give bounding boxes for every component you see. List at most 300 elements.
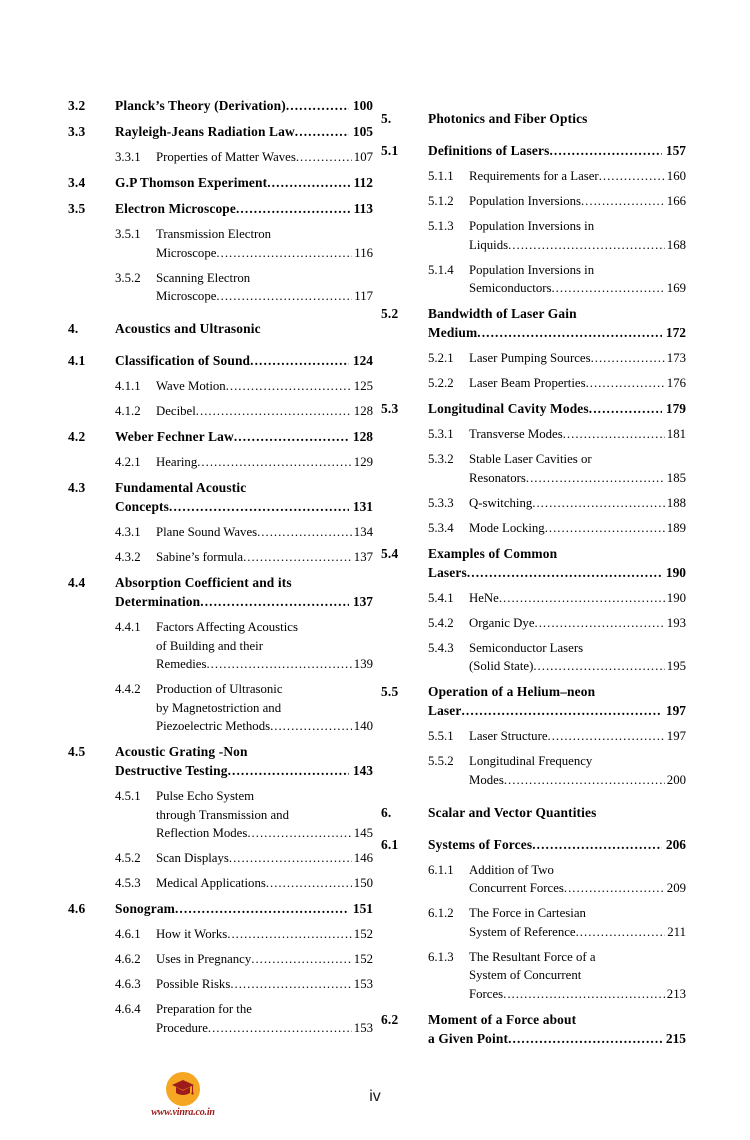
toc-entry-body [469, 904, 686, 942]
toc-entry-leader-line [115, 122, 373, 141]
toc-entry-page: 100 [352, 98, 373, 113]
toc-entry-number: 4.4 [68, 575, 86, 590]
toc-entry-title-line: Fundamental Acoustic [115, 480, 247, 495]
toc-leader-dots [503, 985, 665, 1004]
toc-entry-leader-line [469, 657, 686, 676]
toc-entry[interactable] [381, 217, 686, 255]
toc-entry-page: 117 [354, 289, 373, 303]
toc-entry[interactable] [381, 141, 686, 160]
toc-entry-page: 139 [353, 657, 373, 671]
toc-entry-page: 189 [666, 520, 686, 535]
toc-entry-title-line: Transmission Electron [156, 227, 272, 241]
toc-entry-page: 125 [353, 379, 373, 393]
toc-leader-dots [535, 614, 665, 633]
toc-entry-body [156, 225, 373, 263]
toc-entry-title: (Solid State) [469, 659, 534, 673]
toc-entry-body [156, 523, 373, 542]
toc-entry-number: 6.2 [381, 1011, 399, 1027]
publisher-url[interactable]: www.vinra.co.in [151, 1107, 215, 1118]
toc-entry[interactable] [381, 261, 686, 299]
toc-entry-number: 5.2.1 [428, 351, 454, 365]
toc-entry-number: 3.5.2 [115, 270, 141, 285]
toc-entry-number: 4. [68, 321, 79, 336]
toc-entry-body [156, 269, 373, 307]
toc-entry-title-line: Longitudinal Frequency [469, 754, 593, 768]
toc-entry-page: 150 [353, 876, 373, 890]
toc-entry-body [156, 950, 373, 969]
toc-entry-title: Piezoelectric Methods [156, 719, 271, 733]
toc-entry[interactable] [68, 225, 373, 263]
toc-entry-title: Concepts [115, 499, 170, 514]
toc-entry[interactable] [381, 494, 686, 513]
toc-entry-page: 113 [353, 201, 373, 216]
toc-entry-body [115, 199, 373, 218]
toc-leader-dots [586, 374, 665, 393]
toc-entry-number: 5.1.4 [428, 262, 454, 277]
toc-entry-number: 4.1 [68, 353, 86, 368]
toc-leader-dots [169, 497, 349, 516]
toc-entry-body [156, 402, 373, 421]
toc-entry-number: 5.5.2 [428, 754, 454, 768]
toc-entry-body [115, 427, 373, 446]
toc-entry-page: 206 [665, 836, 686, 852]
toc-entry-leader-line [156, 523, 373, 542]
toc-entry-title: Q-switching [469, 495, 533, 510]
toc-entry-page: 105 [352, 124, 373, 139]
toc-entry-page: 197 [665, 703, 686, 718]
toc-entry-page: 172 [665, 325, 686, 340]
toc-entry-number: 4.5.1 [115, 789, 141, 803]
toc-entry-page: 153 [353, 1020, 373, 1035]
toc-entry-page: 190 [665, 564, 686, 580]
toc-entry-title: Concurrent Forces [469, 881, 564, 895]
toc-entry-page: 107 [353, 150, 373, 164]
toc-entry-page: 176 [666, 376, 686, 390]
toc-entry[interactable] [68, 899, 373, 918]
toc-entry-number: 5.4 [381, 545, 399, 561]
toc-entry-page: 188 [666, 495, 686, 510]
toc-entry-number: 6. [381, 804, 392, 820]
toc-leader-dots [236, 199, 350, 218]
toc-entry-leader-line [115, 761, 373, 780]
toc-entry-title: Properties of Matter Waves [156, 150, 296, 164]
toc-entry-number: 5.4.2 [428, 615, 454, 630]
toc-entry-number: 5.3.4 [428, 520, 454, 535]
toc-entry[interactable] [381, 948, 686, 1004]
toc-entry-page: 128 [353, 404, 373, 418]
toc-entry-number: 5.3.2 [428, 452, 454, 466]
toc-leader-dots [247, 824, 351, 843]
toc-entry[interactable] [381, 450, 686, 488]
toc-leader-dots [461, 701, 661, 720]
toc-entry-body [469, 614, 686, 633]
toc-entry-title: Classification of Sound [115, 353, 251, 368]
toc-entry-leader-line [156, 950, 373, 969]
toc-entry-body [156, 925, 373, 944]
toc-entry[interactable] [381, 544, 686, 582]
toc-leader-dots [257, 523, 352, 542]
toc-entry-leader-line [156, 548, 373, 567]
toc-entry-title: Medium [428, 325, 478, 340]
toc-entry-page: 112 [353, 175, 373, 190]
toc-entry-page: 211 [667, 924, 686, 939]
toc-entry-title: Mode Locking [469, 520, 545, 535]
toc-entry-number: 5.1 [381, 143, 399, 158]
toc-entry-number: 5.5.1 [428, 729, 454, 743]
toc-entry[interactable] [68, 453, 373, 472]
toc-entry-title: Laser Beam Properties [469, 376, 586, 390]
toc-entry[interactable] [68, 199, 373, 218]
toc-entry[interactable] [381, 192, 686, 211]
toc-entry[interactable] [381, 167, 686, 186]
toc-entry-title: Reflection Modes [156, 826, 248, 840]
toc-entry[interactable] [68, 849, 373, 868]
toc-entry-title: HeNe [469, 590, 499, 605]
toc-entry-page: 131 [352, 499, 373, 514]
toc-entry-title: Modes [469, 772, 504, 787]
toc-entry-page: 215 [665, 1030, 686, 1046]
toc-entry-title: Definitions of Lasers [428, 143, 550, 158]
toc-entry-number: 3.3.1 [115, 150, 141, 164]
toc-entry[interactable] [381, 109, 686, 128]
toc-entry-number: 3.5.1 [115, 227, 141, 241]
toc-entry[interactable] [68, 122, 373, 141]
toc-entry-leader-line [469, 167, 686, 186]
toc-leader-dots [576, 923, 666, 942]
toc-entry-title-line: Population Inversions in [469, 262, 595, 277]
toc-entry-title: Microscope [156, 289, 217, 303]
toc-entry-title: System of Reference [469, 924, 576, 939]
toc-entry-body [469, 519, 686, 538]
toc-entry-body [115, 573, 373, 611]
toc-entry[interactable] [381, 399, 686, 418]
toc-entry-page: 145 [353, 826, 373, 840]
toc-entry-body [428, 109, 686, 128]
toc-entry-leader-line [469, 236, 686, 255]
toc-entry[interactable] [381, 304, 686, 342]
toc-entry[interactable] [381, 349, 686, 368]
toc-entry-body [115, 122, 373, 141]
toc-entry[interactable] [68, 874, 373, 893]
left-column [68, 96, 373, 1044]
toc-leader-dots [251, 950, 352, 969]
toc-leader-dots [563, 425, 665, 444]
toc-entry-leader-line [469, 879, 686, 898]
toc-entry[interactable] [68, 573, 373, 611]
toc-entry-body [115, 96, 373, 115]
toc-entry-title: Longitudinal Cavity Modes [428, 401, 589, 416]
toc-entry-leader-line [428, 835, 686, 854]
toc-entry-page: 181 [666, 427, 686, 441]
toc-entry[interactable] [381, 904, 686, 942]
toc-entry-leader-line [156, 453, 373, 472]
toc-entry-body [115, 742, 373, 780]
toc-entry-title: Planck’s Theory (Derivation) [115, 98, 286, 113]
toc-entry-leader-line [469, 614, 686, 633]
toc-entry-title: Photonics and Fiber Optics [428, 111, 588, 126]
toc-entry-leader-line [115, 319, 373, 338]
toc-leader-dots [216, 287, 352, 306]
toc-entry-title: Semiconductors [469, 281, 552, 295]
toc-entry-title: Possible Risks [156, 977, 231, 991]
toc-entry-title: Hearing [156, 455, 198, 469]
toc-entry-number: 5.3.1 [428, 427, 454, 441]
toc-entry-leader-line [115, 427, 373, 446]
toc-entry[interactable] [68, 478, 373, 516]
toc-entry-page: 128 [352, 429, 373, 444]
toc-entry-leader-line [469, 349, 686, 368]
toc-entry-title-line: Bandwidth of Laser Gain [428, 306, 577, 321]
toc-entry[interactable] [68, 523, 373, 542]
toc-entry-leader-line [156, 148, 373, 167]
toc-entry-number: 3.3 [68, 124, 86, 139]
toc-entry-leader-line [115, 199, 373, 218]
toc-entry-title-line: Population Inversions in [469, 219, 595, 233]
toc-entry-body [469, 639, 686, 677]
toc-entry-page: 129 [353, 455, 373, 469]
toc-entry-title: Laser Structure [469, 729, 548, 743]
toc-entry-number: 5.1.2 [428, 194, 454, 208]
toc-leader-dots [227, 925, 352, 944]
toc-entry-leader-line [469, 727, 686, 746]
toc-entry-leader-line [469, 494, 686, 513]
toc-entry-title: Electron Microscope [115, 201, 236, 216]
toc-entry[interactable] [68, 96, 373, 115]
toc-entry-title: Forces [469, 986, 504, 1001]
toc-entry-body [156, 618, 373, 674]
toc-entry-leader-line [156, 874, 373, 893]
toc-entry-leader-line [469, 771, 686, 790]
toc-entry-title: Resonators [469, 470, 526, 485]
toc-entry-body [156, 874, 373, 893]
toc-entry-title: Sonogram [115, 901, 175, 916]
toc-entry-leader-line [469, 192, 686, 211]
toc-leader-dots [286, 96, 349, 115]
toc-entry[interactable] [381, 835, 686, 854]
right-column [381, 96, 686, 1055]
toc-entry-title: How it Works [156, 927, 228, 941]
toc-leader-dots [532, 835, 662, 854]
toc-entry-page: 124 [352, 353, 373, 368]
toc-entry-number: 4.3.1 [115, 525, 141, 539]
toc-entry-page: 134 [353, 525, 373, 539]
toc-entry-title-line: Moment of a Force about [428, 1011, 577, 1027]
toc-leader-dots [243, 548, 352, 567]
toc-entry-leader-line [428, 399, 686, 418]
toc-entry[interactable] [381, 614, 686, 633]
toc-entry[interactable] [381, 682, 686, 720]
toc-entry-title-line: of Building and their [156, 638, 263, 653]
toc-entry[interactable] [68, 680, 373, 736]
toc-entry-title: Plane Sound Waves [156, 525, 258, 539]
toc-entry-leader-line [156, 824, 373, 843]
toc-entry[interactable] [68, 787, 373, 843]
toc-entry[interactable] [68, 173, 373, 192]
toc-entry-title: Population Inversions [469, 194, 581, 208]
toc-entry-number: 4.3.2 [115, 550, 141, 564]
toc-entry-title: Procedure [156, 1020, 208, 1035]
toc-entry-leader-line [156, 402, 373, 421]
toc-entry-leader-line [156, 377, 373, 396]
toc-entry-leader-line [469, 425, 686, 444]
page-number: iv [369, 1088, 381, 1105]
toc-leader-dots [270, 717, 352, 736]
toc-entry-title: Decibel [156, 404, 196, 418]
toc-entry-body [156, 453, 373, 472]
toc-entry-number: 5.3.3 [428, 495, 454, 510]
toc-entry-number: 5.5 [381, 684, 399, 699]
toc-entry-leader-line [428, 323, 686, 342]
toc-entry-number: 5.1.1 [428, 169, 454, 183]
toc-entry-page: 137 [352, 594, 373, 609]
toc-entry-title: Laser Pumping Sources [469, 351, 591, 365]
toc-entry-title-line: The Force in Cartesian [469, 906, 586, 920]
toc-entry-leader-line [156, 975, 373, 994]
toc-entry-title-line: Operation of a Helium–neon [428, 684, 596, 699]
toc-entry-leader-line [156, 655, 373, 674]
toc-entry-body [469, 349, 686, 368]
toc-entry-page: 160 [666, 169, 686, 183]
toc-entry[interactable] [68, 618, 373, 674]
toc-entry-page: 197 [666, 729, 686, 743]
toc-entry-number: 4.6.1 [115, 927, 141, 941]
toc-entry-leader-line [469, 279, 686, 298]
toc-leader-dots [229, 849, 352, 868]
toc-entry[interactable] [381, 374, 686, 393]
toc-entry[interactable] [68, 402, 373, 421]
toc-entry-title-line: Semiconductor Lasers [469, 640, 584, 655]
toc-entry-body [469, 948, 686, 1004]
toc-entry-title-line: by Magnetostriction and [156, 700, 282, 715]
toc-entry-number: 4.4.1 [115, 620, 141, 634]
toc-entry-page: 200 [666, 772, 686, 787]
toc-entry-number: 4.1.2 [115, 404, 141, 418]
toc-leader-dots [477, 323, 662, 342]
toc-entry[interactable] [381, 519, 686, 538]
toc-entry-title: Sabine’s formula [156, 550, 244, 564]
toc-entry-body [428, 544, 686, 582]
toc-entry-body [156, 975, 373, 994]
toc-entry-title: Destructive Testing [115, 763, 228, 778]
toc-entry[interactable] [68, 950, 373, 969]
toc-entry-number: 4.6.3 [115, 977, 141, 991]
toc-leader-dots [175, 899, 349, 918]
toc-entry-number: 5.3 [381, 401, 399, 416]
toc-leader-dots [234, 427, 349, 446]
toc-entry-body [428, 803, 686, 822]
toc-leader-dots [200, 592, 349, 611]
toc-entry[interactable] [68, 548, 373, 567]
toc-entry[interactable] [381, 861, 686, 899]
toc-entry[interactable] [381, 589, 686, 608]
toc-entry-body [156, 680, 373, 736]
toc-entry[interactable] [381, 803, 686, 822]
toc-entry-body [428, 835, 686, 854]
toc-entry-body [156, 849, 373, 868]
toc-entry-leader-line [115, 592, 373, 611]
toc-leader-dots [589, 399, 662, 418]
toc-entry[interactable] [68, 742, 373, 780]
toc-entry-leader-line [428, 563, 686, 582]
toc-leader-dots [206, 655, 351, 674]
toc-entry-number: 4.6.4 [115, 1002, 141, 1016]
toc-entry-leader-line [469, 923, 686, 942]
toc-entry-number: 4.4.2 [115, 682, 141, 696]
toc-entry[interactable] [68, 269, 373, 307]
toc-entry-number: 4.3 [68, 480, 86, 495]
toc-entry-title-line: Pulse Echo System [156, 789, 255, 803]
toc-entry[interactable] [381, 752, 686, 790]
toc-entry-title-line: Factors Affecting Acoustics [156, 620, 298, 634]
toc-entry-title-line: through Transmission and [156, 807, 289, 822]
toc-entry-body [469, 167, 686, 186]
toc-entry-page: 190 [666, 590, 686, 605]
toc-entry-leader-line [469, 589, 686, 608]
toc-entry-title: Acoustics and Ultrasonic [115, 321, 261, 336]
toc-entry[interactable] [68, 925, 373, 944]
toc-leader-dots [267, 173, 349, 192]
toc-entry-body [156, 787, 373, 843]
toc-entry-title-line: The Resultant Force of a [469, 949, 596, 964]
toc-entry[interactable] [381, 425, 686, 444]
toc-leader-dots [508, 236, 665, 255]
toc-entry-leader-line [115, 899, 373, 918]
toc-entry-title: Transverse Modes [469, 427, 563, 441]
toc-entry-number: 6.1 [381, 836, 399, 852]
toc-entry-body [469, 217, 686, 255]
toc-entry[interactable] [68, 377, 373, 396]
toc-entry[interactable] [381, 639, 686, 677]
toc-entry-body [428, 399, 686, 418]
toc-entry-title: Laser [428, 703, 462, 718]
toc-entry[interactable] [68, 427, 373, 446]
toc-entry-title: Weber Fechner Law [115, 429, 234, 444]
toc-entry-number: 5.1.3 [428, 219, 454, 233]
toc-entry-body [156, 377, 373, 396]
toc-entry[interactable] [68, 148, 373, 167]
toc-entry-title: Scan Displays [156, 851, 229, 865]
toc-entry-body [469, 192, 686, 211]
toc-entry-number: 4.2.1 [115, 455, 141, 469]
toc-entry-body [428, 682, 686, 720]
toc-leader-dots [504, 771, 665, 790]
toc-entry-body [115, 899, 373, 918]
toc-entry-number: 6.1.3 [428, 949, 454, 964]
toc-entry-title: Remedies [156, 657, 207, 671]
toc-leader-dots [216, 244, 352, 263]
toc-entry-body [469, 261, 686, 299]
toc-entry-title-line: Scanning Electron [156, 270, 251, 285]
toc-entry-leader-line [115, 351, 373, 370]
toc-entry-page: 157 [665, 143, 686, 158]
toc-entry-page: 166 [666, 194, 686, 208]
toc-leader-dots [467, 563, 662, 582]
toc-entry-page: 137 [353, 550, 373, 564]
toc-entry[interactable] [68, 319, 373, 338]
toc-entry[interactable] [68, 975, 373, 994]
toc-entry-title: Lasers [428, 564, 467, 580]
toc-leader-dots [230, 975, 351, 994]
toc-entry-page: 213 [666, 986, 686, 1001]
toc-entry-body [469, 450, 686, 488]
toc-entry[interactable] [68, 351, 373, 370]
toc-entry-title: Determination [115, 594, 201, 609]
toc-entry[interactable] [381, 727, 686, 746]
toc-entry-body [428, 304, 686, 342]
toc-entry-page: 143 [352, 763, 373, 778]
toc-entry-number: 3.4 [68, 175, 86, 190]
toc-entry-number: 5.4.3 [428, 640, 454, 655]
